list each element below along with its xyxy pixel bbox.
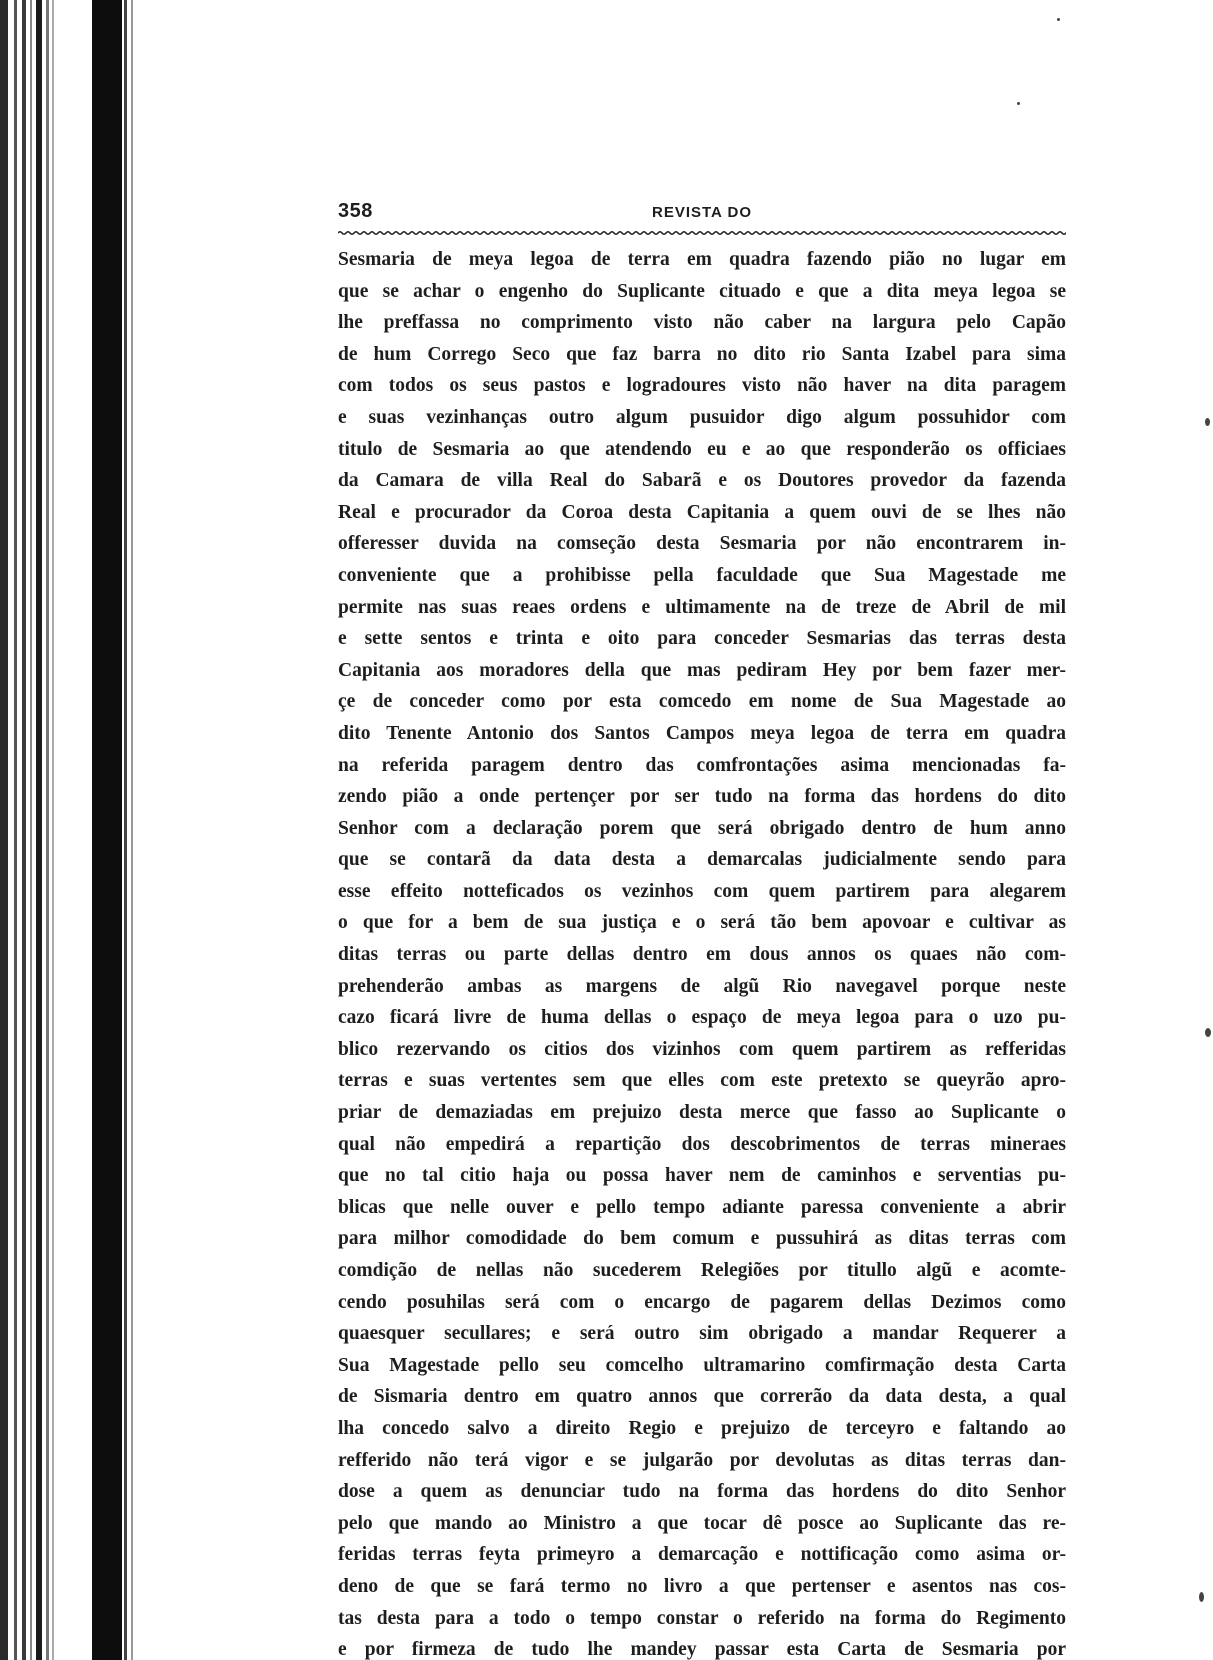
text-line: ditas terras ou parte dellas dentro em dous annos os quaes não com-: [338, 944, 1066, 966]
text-line: permite nas suas reaes ordens e ultimamente na de treze de Abril de mil: [338, 596, 1066, 618]
text-line: titulo de Sesmaria ao que atendendo eu e ao que responderão os officiaes: [338, 438, 1066, 460]
text-line: e suas vezinhanças outro algum pusuidor digo algum possuhidor com: [338, 406, 1066, 428]
text-line: deno de que se fará termo no livro a que pertenser e asentos nas cos-: [338, 1575, 1066, 1597]
text-line: cazo ficará livre de huma dellas o espaço de meya legoa para o uzo pu-: [338, 1007, 1066, 1029]
text-line: priar de demaziadas em prejuizo desta merce que fasso ao Suplicante o: [338, 1102, 1066, 1124]
text-line: feridas terras feyta primeyro a demarcação e nottificação como asima or-: [338, 1544, 1066, 1566]
text-line: e por firmeza de tudo lhe mandey passar esta Carta de Sesmaria por: [338, 1639, 1066, 1660]
text-line: comdição de nellas não sucederem Relegiões por titullo algũ e acomte-: [338, 1260, 1066, 1281]
text-line: blicas que nelle ouver e pello tempo adiante paressa conveniente a abrir: [338, 1196, 1066, 1218]
text-line: prehenderão ambas as margens de algũ Rio navegavel porque neste: [338, 975, 1066, 997]
text-line: que se achar o engenho do Suplicante cituado e que a dita meya legoa se: [338, 280, 1066, 302]
text-line: Real e procurador da Coroa desta Capitania a quem ouvi de se lhes não: [338, 501, 1066, 523]
text-line: da Camara de villa Real do Sabarã e os Doutores provedor da fazenda: [338, 470, 1066, 492]
text-line: refferido não terá vigor e se julgarão por devolutas as ditas terras dan-: [338, 1449, 1066, 1471]
document-page: [338, 196, 1066, 1660]
scan-speck: [1057, 18, 1060, 21]
scan-speck: [1199, 1592, 1204, 1602]
text-line: conveniente que a prohibisse pella faculdade que Sua Magestade me: [338, 564, 1066, 586]
text-line: de Sismaria dentro em quatro annos que correrão da data desta, a qual: [338, 1386, 1066, 1408]
text-line: quaesquer secullares; e será outro sim obrigado a mandar Requerer a: [338, 1323, 1066, 1345]
text-line: blico rezervando os citios dos vizinhos com quem partirem as refferidas: [338, 1038, 1066, 1060]
text-line: para milhor comodidade do bem comum e pussuhirá as ditas terras com: [338, 1228, 1066, 1250]
text-line: Sesmaria de meya legoa de terra em quadra fazendo pião no lugar em: [338, 249, 1066, 270]
document-body: [338, 244, 1066, 1660]
text-line: o que for a bem de sua justiça e o será tão bem apovoar e cultivar as: [338, 912, 1066, 934]
text-line: zendo pião a onde pertençer por ser tudo na forma das hordens do dito: [338, 786, 1066, 808]
text-line: offeresser duvida na comseção desta Sesmaria por não encontrarem in-: [338, 533, 1066, 555]
text-line: lhe preffassa no comprimento visto não caber na largura pelo Capão: [338, 312, 1066, 334]
text-line: com todos os seus pastos e logradoures visto não haver na dita paragem: [338, 375, 1066, 397]
text-line: de hum Corrego Seco que faz barra no dito rio Santa Izabel para sima: [338, 343, 1066, 365]
text-line: que se contarã da data desta a demarcalas judicialmente sendo para: [338, 849, 1066, 871]
scan-speck: [1017, 102, 1020, 105]
scan-speck: [1205, 418, 1210, 426]
running-head: [338, 196, 1066, 230]
page-gutter-shadow: [0, 0, 160, 1660]
text-line: qual não empedirá a repartição dos descobrimentos de terras mineraes: [338, 1133, 1066, 1155]
text-line: lha concedo salvo a direito Regio e prejuizo de terceyro e faltando ao: [338, 1417, 1066, 1439]
text-line: e sette sentos e trinta e oito para conceder Sesmarias das terras desta: [338, 628, 1066, 650]
text-line: Senhor com a declaração porem que será obrigado dentro de hum anno: [338, 817, 1066, 839]
header-wavy-rule: [338, 230, 1066, 236]
text-line: pelo que mando ao Ministro a que tocar dê posce ao Suplicante das re-: [338, 1512, 1066, 1534]
text-line: tas desta para a todo o tempo constar o referido na forma do Regimento: [338, 1607, 1066, 1629]
text-line: çe de conceder como por esta comcedo em nome de Sua Magestade ao: [338, 691, 1066, 713]
text-line: Capitania aos moradores della que mas pediram Hey por bem fazer mer-: [338, 659, 1066, 681]
text-line: dito Tenente Antonio dos Santos Campos meya legoa de terra em quadra: [338, 722, 1066, 744]
text-line: esse effeito notteficados os vezinhos com quem partirem para alegarem: [338, 880, 1066, 902]
text-line: terras e suas vertentes sem que elles com este pretexto se queyrão apro-: [338, 1070, 1066, 1092]
journal-title: REVISTA DO: [651, 204, 752, 221]
scan-speck: [1205, 1028, 1211, 1037]
text-line: cendo posuhilas será com o encargo de pagarem dellas Dezimos como: [338, 1291, 1066, 1313]
page-number: 358: [338, 200, 373, 222]
text-line: dose a quem as denunciar tudo na forma das hordens do dito Senhor: [338, 1481, 1066, 1503]
text-line: que no tal citio haja ou possa haver nem de caminhos e serventias pu-: [338, 1165, 1066, 1187]
text-line: Sua Magestade pello seu comcelho ultramarino comfirmação desta Carta: [338, 1354, 1066, 1376]
text-line: na referida paragem dentro das comfrontações asima mencionadas fa-: [338, 754, 1066, 776]
